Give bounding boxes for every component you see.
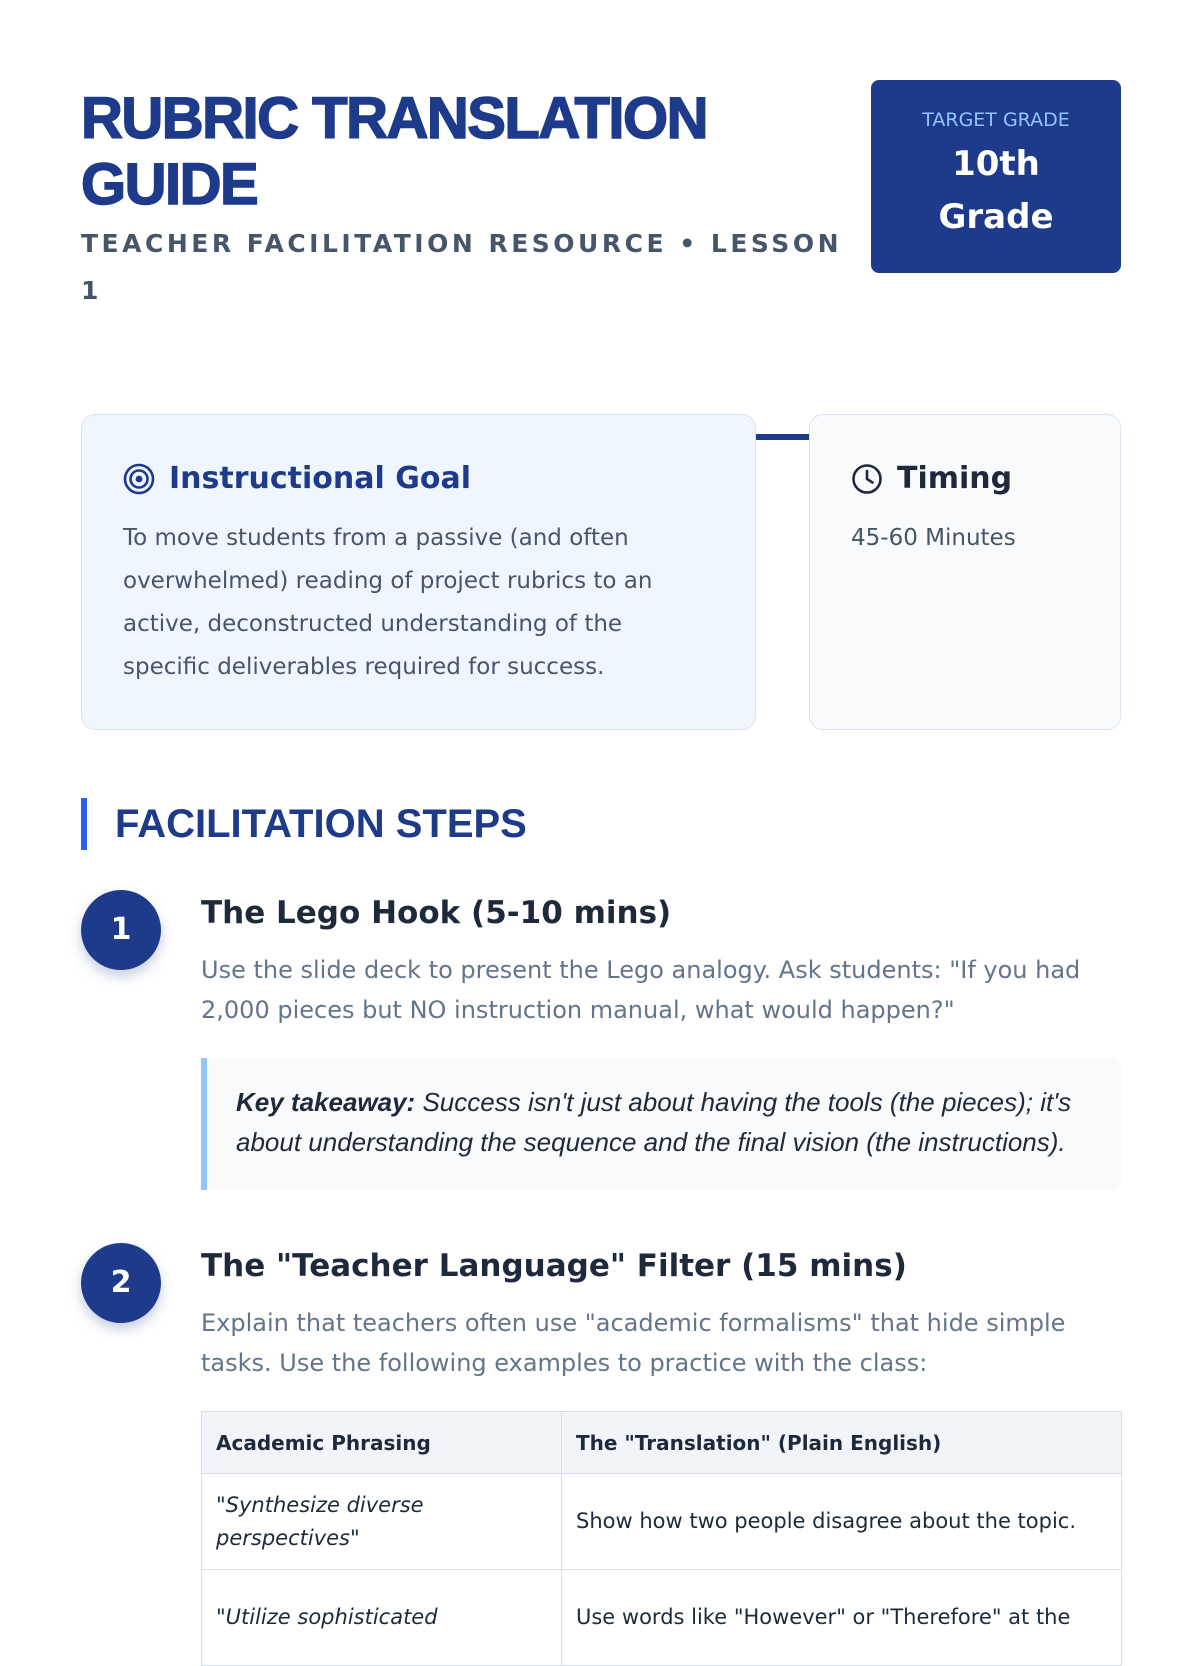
page-subtitle: TEACHER FACILITATION RESOURCE • LESSON 1 (81, 229, 842, 305)
translation-table (201, 1411, 1122, 1666)
timing-header (851, 459, 1012, 499)
table-header-row (202, 1412, 1122, 1474)
document-header (81, 80, 1121, 360)
table-row (202, 1474, 1122, 1570)
table-cell-academic: "Utilize sophisticated (202, 1570, 562, 1666)
instructional-goal-text: To move students from a passive (and often overwhelmed) reading of project rubrics to an active, deconstructed understanding of the specific deliverables required for success. (123, 525, 653, 680)
step-2-description: Explain that teachers often use "academic formalisms" that hide simple tasks. Use the following examples to practice with the class: (201, 1309, 1066, 1377)
timing-title: Timing (897, 461, 1013, 496)
timing-card (809, 414, 1121, 730)
step-1-title: The Lego Hook (5-10 mins) (201, 895, 672, 931)
target-grade-value: 10th Grade (938, 144, 1054, 237)
clock-icon (851, 463, 883, 495)
translation-table-container (201, 1411, 1121, 1666)
column-header-academic: Academic Phrasing (202, 1412, 562, 1474)
step-1-number: 1 (81, 890, 161, 970)
target-grade-badge (871, 80, 1121, 273)
page (81, 0, 1121, 1629)
instructional-goal-title: Instructional Goal (169, 461, 471, 496)
target-icon (123, 463, 155, 495)
step-2-number: 2 (81, 1243, 161, 1323)
table-cell-translation: Show how two people disagree about the topic. (562, 1474, 1122, 1570)
page-title: RUBRIC TRANSLATION GUIDE (81, 86, 707, 217)
table-cell-academic: "Synthesize diverse perspectives" (202, 1474, 562, 1570)
step-1-description: Use the slide deck to present the Lego analogy. Ask students: "If you had 2,000 pieces but NO instruction manual, what would happen?" (201, 956, 1081, 1024)
section-title: FACILITATION STEPS (115, 802, 527, 846)
table-cell-translation: Use words like "However" or "Therefore" at the (562, 1570, 1122, 1666)
table-row (202, 1570, 1122, 1666)
facilitation-steps-heading (81, 798, 781, 850)
timing-value: 45-60 Minutes (851, 525, 1016, 551)
key-takeaway-callout (201, 1058, 1121, 1190)
target-grade-label: TARGET GRADE (922, 109, 1070, 131)
key-takeaway-label: Key takeaway: (236, 1087, 416, 1117)
step-2-title: The "Teacher Language" Filter (15 mins) (201, 1248, 907, 1284)
key-takeaway-text (236, 1082, 1101, 1162)
column-header-translation: The "Translation" (Plain English) (562, 1412, 1122, 1474)
key-takeaway-body: Success isn't just about having the tools (the pieces); it's about understanding the sequence and the final vision (the instructions). (236, 1087, 1072, 1157)
instructional-goal-card (81, 414, 756, 730)
instructional-goal-header (123, 459, 471, 499)
